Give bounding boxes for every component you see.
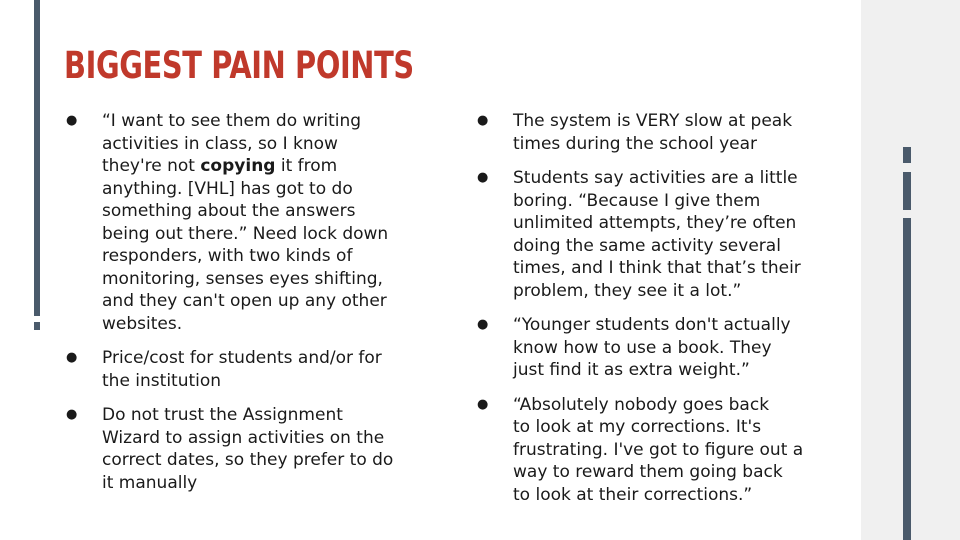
bullet-text-line: Wizard to assign activities on the xyxy=(102,427,385,448)
bullet-text-line: “I want to see them do writing xyxy=(102,111,362,131)
bullet-text-line: responders, with two kinds of xyxy=(102,246,353,266)
bullet-icon: ● xyxy=(477,113,489,128)
left-accent-bar xyxy=(34,0,40,316)
bullet-icon: ● xyxy=(477,396,489,412)
bullet-text-line: being out there.” Need lock down xyxy=(102,223,389,244)
bullet-text-line: unlimited attempts, they’re often xyxy=(513,213,797,233)
bullet-text-line: “Younger students don't actually xyxy=(513,315,791,335)
bullet-text-line: The system is VERY slow at peak xyxy=(513,111,793,131)
left-bullet-list xyxy=(64,110,426,506)
bullet-text-line: it manually xyxy=(102,472,198,493)
bullet-text-line: anything. [VHL] has got to do xyxy=(102,178,353,199)
bullet-text-line: to look at my corrections. It's xyxy=(513,417,762,437)
text-segment: they're not xyxy=(102,156,201,176)
bullet-text-line: websites. xyxy=(102,313,183,334)
bullet-icon: ● xyxy=(66,350,78,365)
bullet-text-line: Price/cost for students and/or for xyxy=(102,348,382,368)
emphasized-text: copying xyxy=(200,156,276,176)
bullet-text-line xyxy=(102,155,426,178)
bullet-icon: ● xyxy=(477,317,489,332)
bullet-icon: ● xyxy=(66,113,78,128)
right-accent-segment-top xyxy=(903,147,911,163)
bullet-text-line: the institution xyxy=(102,370,222,391)
bullet-item xyxy=(475,110,837,155)
bullet-text-line: monitoring, senses eyes shifting, xyxy=(102,268,383,289)
bullet-text-line: times during the school year xyxy=(513,133,758,154)
slide-title: BIGGEST PAIN POINTS xyxy=(64,44,414,87)
bullet-text-line: frustrating. I've got to figure out a xyxy=(513,439,804,460)
bullet-text-line: way to reward them going back xyxy=(513,462,783,482)
bullet-icon: ● xyxy=(66,407,78,422)
bullet-item xyxy=(64,110,426,335)
right-bullet-list xyxy=(475,110,837,518)
bullet-text-line: activities in class, so I know xyxy=(102,133,338,154)
bullet-text-line: something about the answers xyxy=(102,201,356,221)
bullet-icon: ● xyxy=(477,170,489,185)
right-accent-segment-middle xyxy=(903,172,911,210)
bullet-text-line: problem, they see it a lot.” xyxy=(513,280,742,301)
bullet-text-line: times, and I think that that’s their xyxy=(513,258,801,278)
bullet-text-line: “Absolutely nobody goes back xyxy=(513,394,770,415)
bullet-item xyxy=(475,394,837,507)
bullet-item xyxy=(64,404,426,494)
bullet-text-line: Do not trust the Assignment xyxy=(102,405,343,425)
bullet-text-line: correct dates, so they prefer to do xyxy=(102,450,394,470)
bullet-item xyxy=(475,314,837,382)
left-accent-dot xyxy=(34,322,40,330)
bullet-text-line: just find it as extra weight.” xyxy=(513,360,750,380)
bullet-text-line: know how to use a book. They xyxy=(513,337,772,358)
right-accent-segment-bottom xyxy=(903,218,911,540)
bullet-item xyxy=(475,167,837,302)
bullet-text-line: boring. “Because I give them xyxy=(513,190,761,211)
bullet-item xyxy=(64,347,426,392)
bullet-text-line: Students say activities are a little xyxy=(513,168,798,188)
bullet-text-line: doing the same activity several xyxy=(513,235,781,256)
bullet-text-line: to look at their corrections.” xyxy=(513,484,753,505)
bullet-text-line: and they can't open up any other xyxy=(102,291,387,311)
text-segment: it from xyxy=(275,156,338,176)
